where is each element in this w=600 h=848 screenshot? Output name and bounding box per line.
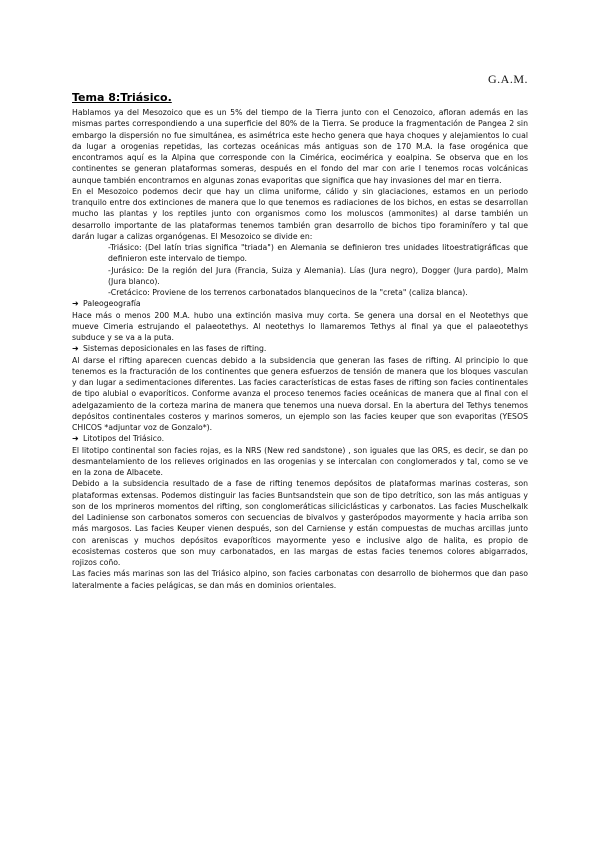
paragraph-litotipos-2: Debido a la subsidencia resultado de a fase de rifting tenemos depósitos de plataformas marinas costeras, son plataformas extensas. Podemos distinguir las facies Buntsandstein que son de tipo detrítico, son las más antiguas y son de los mprineros momentos del rifting, son conglomeráticas siliciclásticas y carbonatos. Las facies Muschelkalk del Ladiniense son carbonatos someros con secuencias de bivalvos y gasterópodos mayormente y hacia arriba son más margosos. Las facies Keuper vienen después, son del Carniense y están compuestas de muchas arcillas junto con areniscas y muchos depósitos evaporíticos mayormente yeso e inclusive algo de halita, es propio de ecosistemas costeros que son muy carbonatados, en las margas de estas facies tenemos colores abigarrados, rojizos coño. [72, 479, 528, 567]
paragraph-intro-1: Hablamos ya del Mesozoico que es un 5% del tiempo de la Tierra junto con el Cenozoico, afloran además en las mismas partes correspondiendo a una superficie del 80% de la Tierra. Se produce la fragmentación de Pangea 2 sin embargo la dispersión no fue simultánea, es asimétrica este hecho genera que haya choques y alejamientos lo cual da lugar a orogenias repetidas, las cortezas oceánicas más antiguas son de 170 M.A. la fase orogénica que encontramos aquí es la Alpina que corresponde con la Cimérica, eocimérica y eoalpina. Se observa que en los continentes se generan plataformas someras, después en el fondo del mar con arie l tenemos rocas volcánicas aunque también encontramos en algunas zonas evaporitas que significa que hay invasiones del mar en tierra. [72, 108, 528, 185]
division-triasico: -Triásico: (Del latín trias significa "triada") en Alemania se definieron tres unidades litoestratigráficas que definieron este intervalo de tiempo. [108, 243, 528, 264]
page-title: Tema 8:Triásico. [72, 91, 172, 104]
paragraph-litotipos-3: Las facies más marinas son las del Triásico alpino, son facies carbonatas con desarrollo de biohermos que dan paso lateralmente a facies pelágicas, se dan más en dominios orientales. [72, 569, 528, 590]
heading-sistemas-deposicionales [72, 343, 528, 354]
author-initials: G.A.M. [487, 72, 528, 86]
heading-litotipos [72, 433, 528, 444]
document-body [72, 91, 528, 591]
paragraph-intro-2: En el Mesozoico podemos decir que hay un clima uniforme, cálido y sin glaciaciones, estamos en un periodo tranquilo entre dos extinciones de manera que lo que tenemos es radiaciones de los bichos, en estas se desarrollan mucho las plantas y los reptiles junto con organismos como los moluscos (ammonites) al darse también un desarrollo importante de las plataformas tenemos también gran desarrollo de bichos tipo foraminífero y tal que darán lugar a calizas organógenas. El Mesozoico se divide en: [72, 186, 528, 241]
heading-paleogeografia-label: Paleogeografía [83, 299, 141, 309]
paragraph-litotipos-1: El litotipo continental son facies rojas, es la NRS (New red sandstone) , son iguales que las ORS, es decir, se dan po desmantelamiento de los relieves originados en las orogenias y se intercalan con conglomerados y tal, como se ve en la zona de Albacete. [72, 445, 528, 477]
heading-sistemas-label: Sistemas deposicionales en las fases de rifting. [83, 344, 267, 354]
arrow-right-icon: ➜ [72, 434, 79, 444]
paragraph-paleogeografia: Hace más o menos 200 M.A. hubo una extinción masiva muy corta. Se genera una dorsal en el Neotethys que mueve Cimeria estrujando el palaeotethys. Al neotethys lo llamaremos Tethys al final ya que el palaeotethys subduce y se va a la puta. [72, 310, 528, 342]
arrow-right-icon: ➜ [72, 344, 79, 354]
division-jurasico: -Jurásico: De la región del Jura (Francia, Suiza y Alemania). Lías (Jura negro), Dogger (Jura pardo), Malm (Jura blanco). [108, 265, 528, 286]
division-cretacico: -Cretácico: Proviene de los terrenos carbonatados blanquecinos de la "creta" (caliza blanca). [108, 288, 468, 297]
heading-litotipos-label: Litotipos del Triásico. [83, 434, 165, 444]
heading-paleogeografia [72, 298, 528, 309]
arrow-right-icon: ➜ [72, 299, 79, 309]
paragraph-sistemas: Al darse el rifting aparecen cuencas debido a la subsidencia que generan las fases de rifting. Al principio lo que tenemos es la fracturación de los continentes que genera esfuerzos de tensión de manera que los bloques vasculan y dan lugar a sedimentaciones diferentes. Las facies características de estas fases de rifting son facies continentales de tipo alubial o evaporíticos. Conforme avanza el proceso tenemos facies oceánicas de manera que al final con el adelgazamiento de la corteza marina de manera que tenemos una nueva dorsal. En la abertura del Tethys tenemos depósitos continentales costeros y marinos someros, un ejemplo son las facies keuper que son evaporitas (YESOS CHICOS *adjuntar voz de Gonzalo*). [72, 355, 528, 432]
